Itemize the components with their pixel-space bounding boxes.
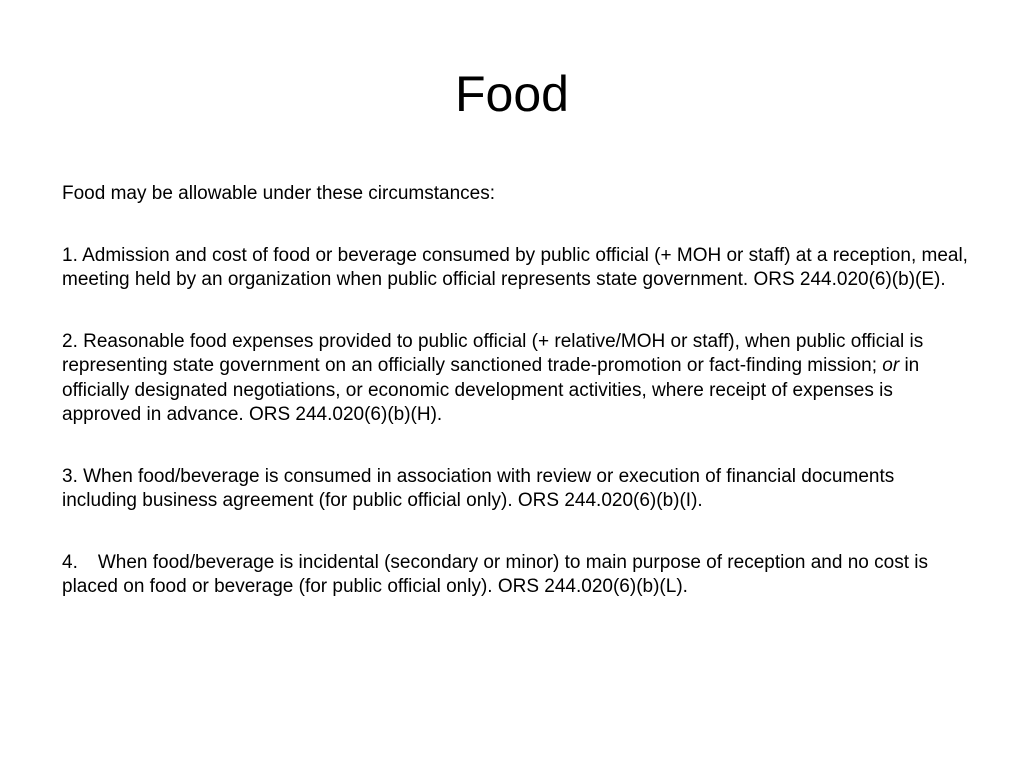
slide-title: Food <box>455 66 569 122</box>
slide-body <box>62 182 972 637</box>
list-item-2 <box>62 330 972 428</box>
list-item-2-emphasis: or <box>882 355 900 376</box>
list-item-2-text: 2. Reasonable food expenses provided to public official (+ relative/MOH or staff), when public official is representing state government on an officially sanctioned trade-promotion or fact-finding mission; <box>62 330 924 376</box>
list-item-4-number: 4. <box>62 551 78 573</box>
list-item-4 <box>62 551 972 600</box>
list-item-3: 3. When food/beverage is consumed in association with review or execution of financial documents including business agreement (for public official only). ORS 244.020(6)(b)(I). <box>62 465 895 511</box>
list-item-1: 1. Admission and cost of food or beverage consumed by public official (+ MOH or staff) at a reception, meal, meeting held by an organization when public official represents state government. ORS 244.020(6)(b)(E). <box>62 244 968 290</box>
intro-text: Food may be allowable under these circumstances: <box>62 183 496 204</box>
list-item-2-text-continued: in officially designated negotiations, or economic development activities, where receipt of expenses is approved in advance. ORS 244.020(6)(b)(H). <box>62 355 920 425</box>
list-item-4-text: When food/beverage is incidental (secondary or minor) to main purpose of reception and no cost is placed on food or beverage (for public official only). ORS 244.020(6)(b)(L). <box>62 551 928 597</box>
